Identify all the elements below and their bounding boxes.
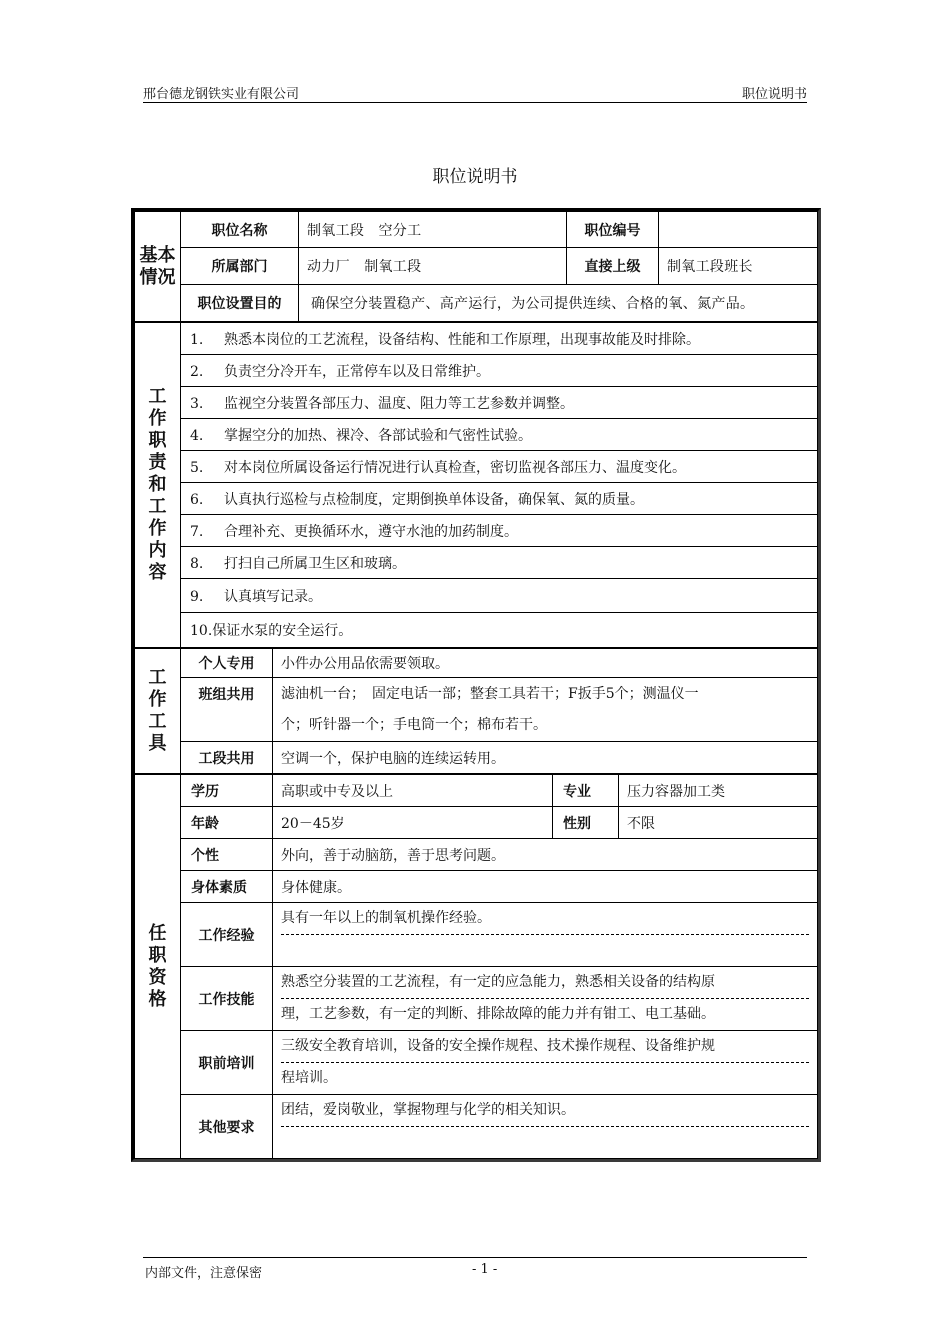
duty-item: 3. 监视空分装置各部压力、温度、阻力等工艺参数并调整。 <box>181 387 818 419</box>
team-tools-line1: 滤油机一台； 固定电话一部；整套工具若干；F扳手5个；测温仪一 <box>281 685 699 702</box>
section-qualifications-label <box>135 775 181 1159</box>
experience-value <box>273 903 818 967</box>
age-label: 年龄 <box>181 807 273 839</box>
section-tools-text: 工作工具 <box>148 667 167 754</box>
department-value: 动力厂 制氧工段 <box>299 248 567 285</box>
education-value: 高职或中专及以上 <box>273 775 553 807</box>
skills-label: 工作技能 <box>181 967 273 1031</box>
purpose-label: 职位设置目的 <box>181 285 299 322</box>
basic-info-table <box>134 211 818 322</box>
team-tools-line2: 个；听针器一个；手电筒一个；棉布若干。 <box>281 716 547 733</box>
section-tools-label <box>135 649 181 774</box>
duty-item: 4. 掌握空分的加热、裸冷、各部试验和气密性试验。 <box>181 419 818 451</box>
training-line2: 程培训。 <box>281 1070 337 1086</box>
section-qualifications-text: 任职资格 <box>148 922 167 1010</box>
major-label: 专业 <box>553 775 619 807</box>
header-company: 邢台德龙钢铁实业有限公司 <box>143 87 300 102</box>
duties-table <box>134 322 818 648</box>
header-doc-type: 职位说明书 <box>741 87 807 102</box>
duty-item: 2. 负责空分冷开车，正常停车以及日常维护。 <box>181 355 818 387</box>
footer-note: 内部文件，注意保密 <box>145 1266 263 1281</box>
duty-item: 9. 认真填写记录。 <box>181 579 818 613</box>
position-code-value <box>659 212 818 248</box>
personal-tools-label: 个人专用 <box>181 649 273 678</box>
training-value <box>273 1031 818 1095</box>
page-number: - 1 - <box>472 1262 498 1277</box>
personal-tools-value: 小件办公用品依需要领取。 <box>273 649 818 678</box>
section-basic-label: 基本情况 <box>135 212 181 322</box>
duty-item: 1. 熟悉本岗位的工艺流程，设备结构、性能和工作原理，出现事故能及时排除。 <box>181 323 818 355</box>
personality-value: 外向，善于动脑筋，善于思考问题。 <box>273 839 818 871</box>
duty-item: 6. 认真执行巡检与点检制度，定期倒换单体设备，确保氧、氮的质量。 <box>181 483 818 515</box>
position-name-value: 制氧工段 空分工 <box>299 212 567 248</box>
header-rule <box>143 102 807 103</box>
superior-value: 制氧工段班长 <box>659 248 818 285</box>
education-label: 学历 <box>181 775 273 807</box>
position-name-label: 职位名称 <box>181 212 299 248</box>
skills-line2: 理，工艺参数，有一定的判断、排除故障的能力并有钳工、电工基础。 <box>281 1006 715 1022</box>
other-requirements-blank-line <box>281 1127 809 1158</box>
training-line1: 三级安全教育培训，设备的安全操作规程、技术操作规程、设备维护规 <box>281 1031 809 1063</box>
skills-line1: 熟悉空分装置的工艺流程，有一定的应急能力，熟悉相关设备的结构原 <box>281 967 809 999</box>
superior-label: 直接上级 <box>567 248 659 285</box>
major-value: 压力容器加工类 <box>619 775 818 807</box>
section-duties-text: 工作职责和工作内容 <box>148 386 167 583</box>
job-description-form <box>131 208 821 1162</box>
physical-label: 身体素质 <box>181 871 273 903</box>
purpose-value: 确保空分装置稳产、高产运行，为公司提供连续、合格的氧、氮产品。 <box>299 285 818 322</box>
personality-label: 个性 <box>181 839 273 871</box>
experience-line: 具有一年以上的制氧机操作经验。 <box>281 903 809 935</box>
age-value: 20－45岁 <box>273 807 553 839</box>
qualifications-table <box>134 774 818 1159</box>
gender-label: 性别 <box>553 807 619 839</box>
department-label: 所属部门 <box>181 248 299 285</box>
footer-rule <box>143 1257 807 1258</box>
training-label: 职前培训 <box>181 1031 273 1095</box>
duty-item: 7. 合理补充、更换循环水，遵守水池的加药制度。 <box>181 515 818 547</box>
other-requirements-value <box>273 1095 818 1159</box>
experience-blank-line <box>281 935 809 966</box>
page-title: 职位说明书 <box>432 167 518 187</box>
team-tools-value <box>273 678 818 742</box>
duty-item: 8. 打扫自己所属卫生区和玻璃。 <box>181 547 818 579</box>
team-tools-label: 班组共用 <box>181 678 273 742</box>
other-requirements-label: 其他要求 <box>181 1095 273 1159</box>
tools-table <box>134 648 818 774</box>
physical-value: 身体健康。 <box>273 871 818 903</box>
section-duties-label <box>135 323 181 648</box>
gender-value: 不限 <box>619 807 818 839</box>
position-code-label: 职位编号 <box>567 212 659 248</box>
experience-label: 工作经验 <box>181 903 273 967</box>
section-shared-tools-label: 工段共用 <box>181 742 273 774</box>
skills-value <box>273 967 818 1031</box>
duty-item: 5. 对本岗位所属设备运行情况进行认真检查，密切监视各部压力、温度变化。 <box>181 451 818 483</box>
section-shared-tools-value: 空调一个，保护电脑的连续运转用。 <box>273 742 818 774</box>
other-requirements-line: 团结，爱岗敬业，掌握物理与化学的相关知识。 <box>281 1095 809 1127</box>
duty-item-10: 10.保证水泵的安全运行。 <box>181 613 818 648</box>
